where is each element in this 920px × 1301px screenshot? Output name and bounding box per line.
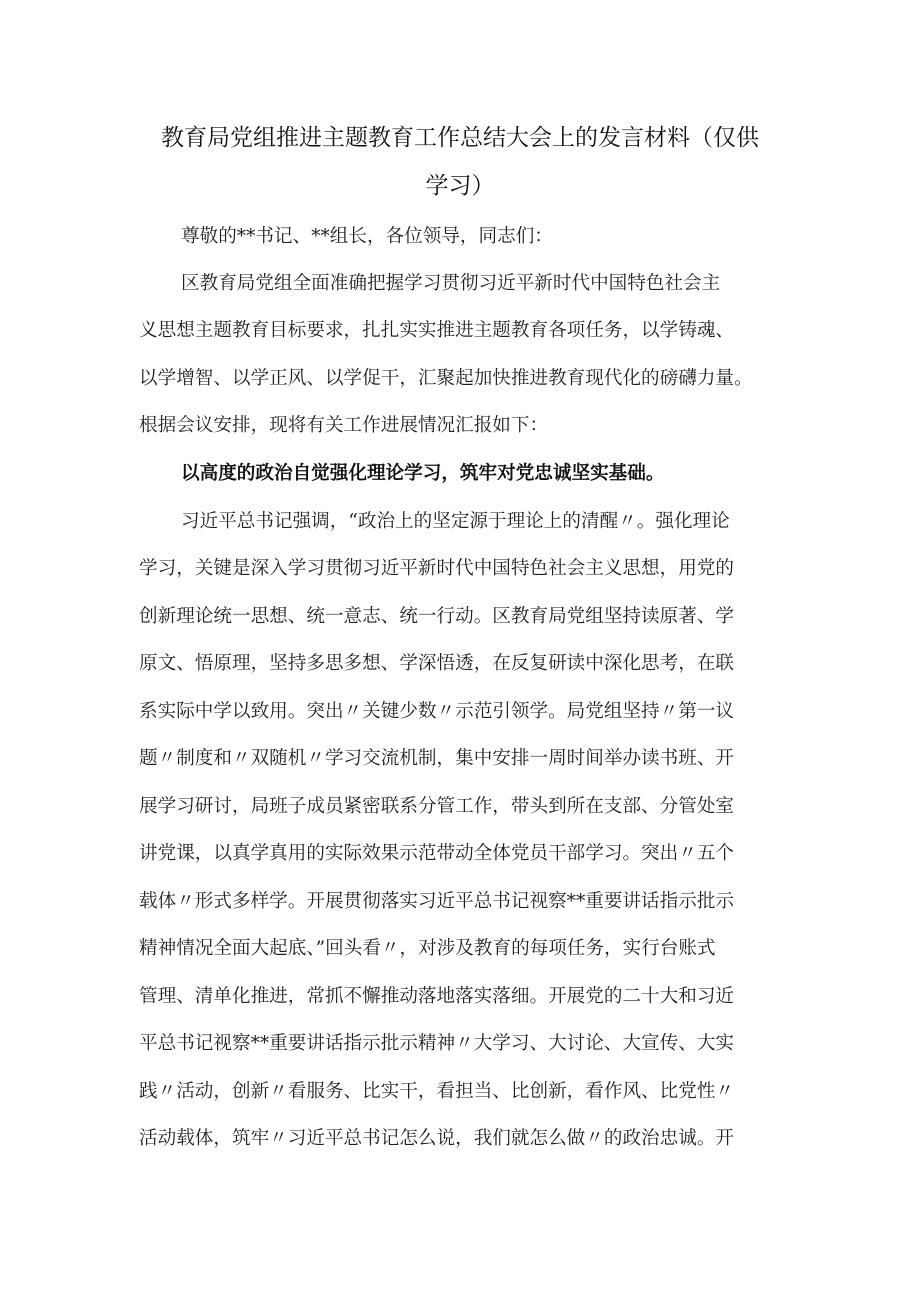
paragraph-line: 平总书记视察**重要讲话指示批示精神〃大学习、大讨论、大宣传、大实 bbox=[139, 1033, 735, 1054]
paragraph-line: 原文、悟原理，坚持多思多想、学深悟透，在反复研读中深化思考，在联 bbox=[139, 653, 735, 674]
paragraph-line: 区教育局党组全面准确把握学习贯彻习近平新时代中国特色社会主 bbox=[181, 273, 721, 294]
paragraph-line: 学习，关键是深入学习贯彻习近平新时代中国特色社会主义思想，用党的 bbox=[139, 558, 735, 579]
document-title bbox=[130, 114, 790, 210]
paragraph-line: 以学增智、以学正风、以学促干，汇聚起加快推进教育现代化的磅礴力量。 bbox=[139, 368, 753, 389]
paragraph-line: 精神情况全面大起底、”回头看〃，对涉及教育的每项任务，实行台账式 bbox=[139, 938, 716, 959]
paragraph-line: 义思想主题教育目标要求，扎扎实实推进主题教育各项任务，以学铸魂、 bbox=[139, 320, 735, 341]
paragraph-line: 展学习研讨，局班子成员紧密联系分管工作，带头到所在支部、分管处室 bbox=[139, 796, 735, 817]
title-line-2: 学习） bbox=[425, 173, 495, 199]
paragraph-line: 管理、清单化推进，常抓不懈推动落地落实落细。开展党的二十大和习近 bbox=[139, 986, 735, 1007]
paragraph-line: 活动载体，筑牢〃习近平总书记怎么说，我们就怎么做〃的政治忠诚。开 bbox=[139, 1128, 735, 1149]
paragraph-line: 习近平总书记强调，“政治上的坚定源于理论上的清醒〃。强化理论 bbox=[181, 511, 730, 532]
paragraph-line: 题〃制度和〃双随机〃学习交流机制，集中安排一周时间举办读书班、开 bbox=[139, 748, 735, 769]
salutation: 尊敬的**书记、**组长，各位领导，同志们： bbox=[181, 226, 553, 247]
paragraph-line: 践〃活动，创新〃看服务、比实干，看担当、比创新，看作风、比党性〃 bbox=[139, 1081, 735, 1102]
section-heading: 以高度的政治自觉强化理论学习，筑牢对党忠诚坚实基础。 bbox=[181, 463, 665, 484]
paragraph-line: 创新理论统一思想、统一意志、统一行动。区教育局党组坚持读原著、学 bbox=[139, 606, 735, 627]
paragraph-line: 载体〃形式多样学。开展贯彻落实习近平总书记视察**重要讲话指示批示 bbox=[139, 891, 735, 912]
paragraph-line: 根据会议安排，现将有关工作进展情况汇报如下： bbox=[139, 415, 549, 436]
title-line-1: 教育局党组推进主题教育工作总结大会上的发言材料（仅供 bbox=[161, 125, 759, 151]
paragraph-line: 系实际中学以致用。突出〃关键少数〃示范引领学。局党组坚持〃第一议 bbox=[139, 701, 735, 722]
paragraph-line: 讲党课，以真学真用的实际效果示范带动全体党员干部学习。突出〃五个 bbox=[139, 843, 735, 864]
